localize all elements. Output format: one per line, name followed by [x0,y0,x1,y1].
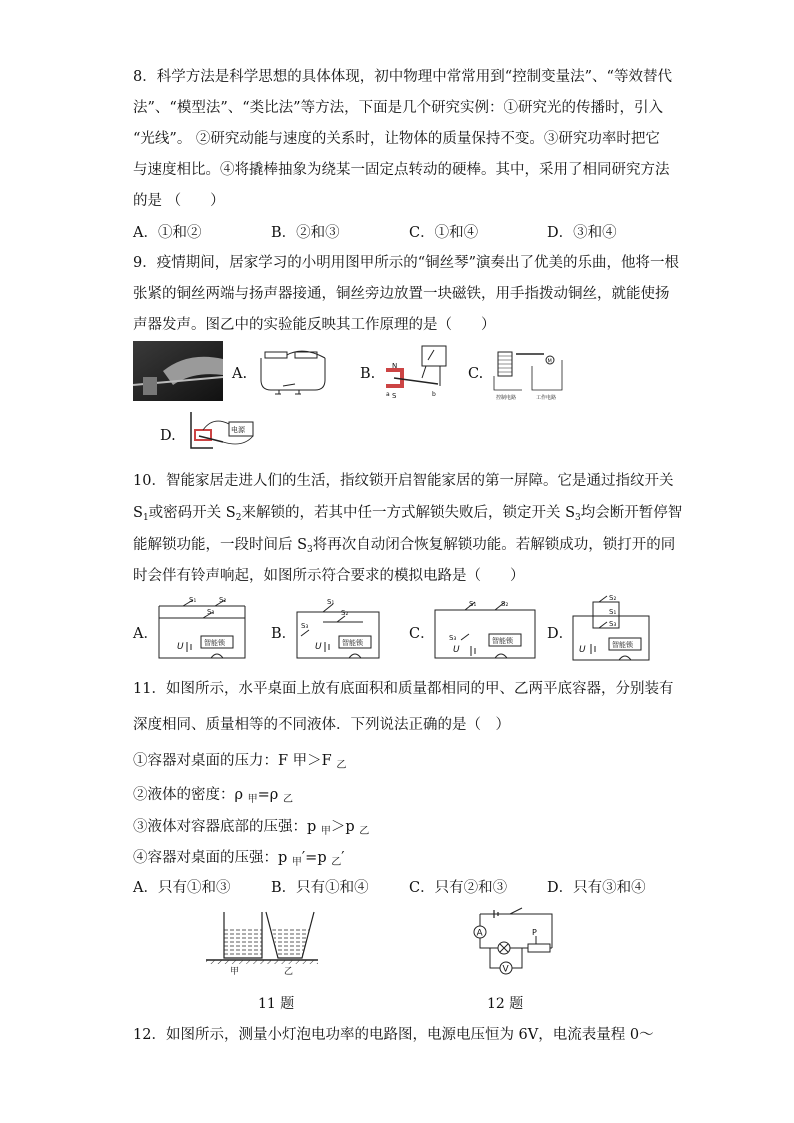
q11-statement-4 [133,848,345,873]
voltage-u-label: U [453,645,460,655]
statement-subscript: 甲 [247,794,258,805]
q8-option-b: B．②和③ [271,225,340,241]
q9-option-a-label: A. [232,366,248,382]
q9-line-2: 张紧的铜丝两端与扬声器接通，铜丝旁边放置一块磁铁，用手指拨动铜丝，就能使扬 [133,286,670,302]
q9-option-d-label: D. [160,428,176,444]
motor-m-label: M [547,358,552,365]
q10-option-a-label: A． [133,626,158,642]
switch-s3-label: S₃ [609,620,617,628]
container-jia-label: 甲 [230,967,240,977]
q9-figure-a [255,348,335,398]
q12-line-1: 12．如图所示，测量小灯泡电功率的电路图，电源电压恒为 6V，电流表量程 0～ [133,1027,654,1043]
q8-line-2: 法”、“模型法”、“类比法”等方法，下面是几个研究实例：①研究光的传播时，引入 [133,100,664,116]
statement-mid: ＞p [330,819,360,835]
magnet-s-label: S [392,392,397,400]
switch-s2-label: S₂ [501,600,509,608]
statement-text: ④容器对桌面的压强：p [133,850,292,866]
s2-subscript: 2 [235,513,242,523]
switch-s1-label: S₁ [469,600,477,608]
power-source-label: 电源 [231,426,245,434]
q10-line-2-rest: 来解锁的，若其中任一方式解锁失败后，锁定开关 [241,505,566,521]
q9-figure-b [382,344,452,400]
q10-line-2-mid: 或密码开关 [148,505,226,521]
q10-circuit-c [431,596,541,664]
statement-subscript: 甲 [291,857,302,868]
switch-s2-label: S₂ [219,596,227,604]
q10-line-4: 时会伴有铃声响起，如图所示符合要求的模拟电路是（ ） [133,568,525,584]
switch-s3-label: S₃ [207,608,215,616]
q8-option-c: C．①和④ [409,225,479,241]
q10-circuit-a [155,598,255,664]
smart-lock-label: 智能锁 [342,639,363,647]
q10-circuit-d [569,594,655,664]
s3-symbol: S [297,537,308,553]
q10-line-2 [133,503,682,528]
q9-option-c-label: C. [468,366,484,382]
s1-symbol: S [133,505,143,521]
q10-line-3-end: 将再次自动闭合恢复解锁功能。若解锁成功，锁打开的同 [312,537,676,553]
statement-mid: ′=p [301,850,332,866]
q11-statement-3 [133,817,369,842]
fig-b-b-label: b [432,391,436,398]
switch-s1-label: S₁ [327,598,335,606]
switch-s2-label: S₂ [609,594,617,602]
q11-statement-1 [133,751,346,776]
statement-text: ①容器对桌面的压力：F 甲＞F [133,753,337,769]
q11-option-c: C．只有②和③ [409,880,508,896]
q11-option-d: D．只有③和④ [547,880,646,896]
statement-text: ②液体的密度：ρ [133,787,248,803]
switch-s3-label: S₃ [301,622,309,630]
smart-lock-label: 智能锁 [492,637,513,645]
figure-11-caption: 11 题 [258,996,295,1012]
statement-subscript: 乙 [336,760,347,771]
q10-line-1: 10．智能家居走进人们的生活，指纹锁开启智能家居的第一屏障。它是通过指纹开关 [133,473,674,489]
statement-text: ③液体对容器底部的压强：p [133,819,321,835]
q11-containers-figure [206,912,318,977]
q10-line-3-pre: 能解锁功能，一段时间后 [133,537,298,553]
switch-s2-label: S₂ [341,609,349,617]
work-circuit-label: 工作电路 [536,395,557,401]
voltmeter-v-label: V [502,964,509,975]
q9-line-1: 9．疫情期间，居家学习的小明用图甲所示的“铜丝琴”演奏出了优美的乐曲，他将一根 [133,255,680,271]
q11-statement-2 [133,785,293,810]
q8-line-4: 与速度相比。④将撬棒抽象为绕某一固定点转动的硬棒。其中，采用了相同研究方法 [133,162,670,178]
figure-12-caption: 12 题 [487,996,524,1012]
copper-wire-piano-photo [133,341,223,401]
q10-circuit-b [293,598,385,664]
s3-symbol: S [565,505,575,521]
q11-option-b: B．只有①和④ [271,880,369,896]
q10-option-d-label: D． [547,626,574,642]
statement-mid: =ρ [257,787,283,803]
q11-line-2: 深度相同、质量相等的不同液体．下列说法正确的是（ ） [133,717,510,733]
q8-option-d: D．③和④ [547,225,617,241]
q10-option-b-label: B． [271,626,297,642]
container-yi-label: 乙 [284,967,294,977]
s3-subscript: 3 [307,545,313,555]
q10-option-c-label: C． [409,626,435,642]
statement-subscript: 甲 [320,826,331,837]
q8-line-3: “光线”。 ②研究动能与速度的关系时，让物体的质量保持不变。③研究功率时把它 [133,131,660,147]
q9-figure-c [492,346,572,402]
switch-s3-label: S₃ [449,634,457,642]
slider-p-label: P [532,928,537,937]
q8-option-a: A．①和② [133,225,202,241]
switch-s1-label: S₁ [189,596,197,604]
smart-lock-label: 智能锁 [204,639,225,647]
fig-b-a-label: a [386,391,390,398]
s1-subscript: 1 [142,513,149,523]
voltage-u-label: U [315,642,322,652]
q8-line-5: 的是 （ ） [133,193,225,209]
q11-line-1: 11．如图所示，水平桌面上放有底面积和质量都相同的甲、乙两平底容器，分别装有 [133,681,674,697]
statement-subscript-2: 乙 [331,857,342,868]
switch-s1-label: S₁ [609,608,617,616]
q12-circuit-figure [470,908,560,976]
statement-tail: ′ [341,850,345,866]
control-circuit-label: 控制电路 [496,395,517,401]
s3-subscript: 3 [575,513,581,523]
voltage-u-label: U [579,645,586,655]
q9-line-3: 声器发声。图乙中的实验能反映其工作原理的是（ ） [133,317,496,333]
q11-option-a: A．只有①和③ [133,880,231,896]
magnet-n-label: N [392,362,398,370]
q10-line-3 [133,535,675,560]
ammeter-a-label: A [476,928,483,939]
q9-figure-d [183,408,263,452]
statement-subscript-2: 乙 [359,826,370,837]
q9-option-b-label: B. [360,366,376,382]
smart-lock-label: 智能锁 [612,641,633,649]
s2-symbol: S [225,505,236,521]
statement-subscript-2: 乙 [282,794,293,805]
q8-line-1: 8．科学方法是科学思想的具体体现，初中物理中常常用到“控制变量法”、“等效替代 [133,69,672,85]
q10-line-2-end: 均会断开暂停智 [580,505,683,521]
voltage-u-label: U [177,642,184,652]
